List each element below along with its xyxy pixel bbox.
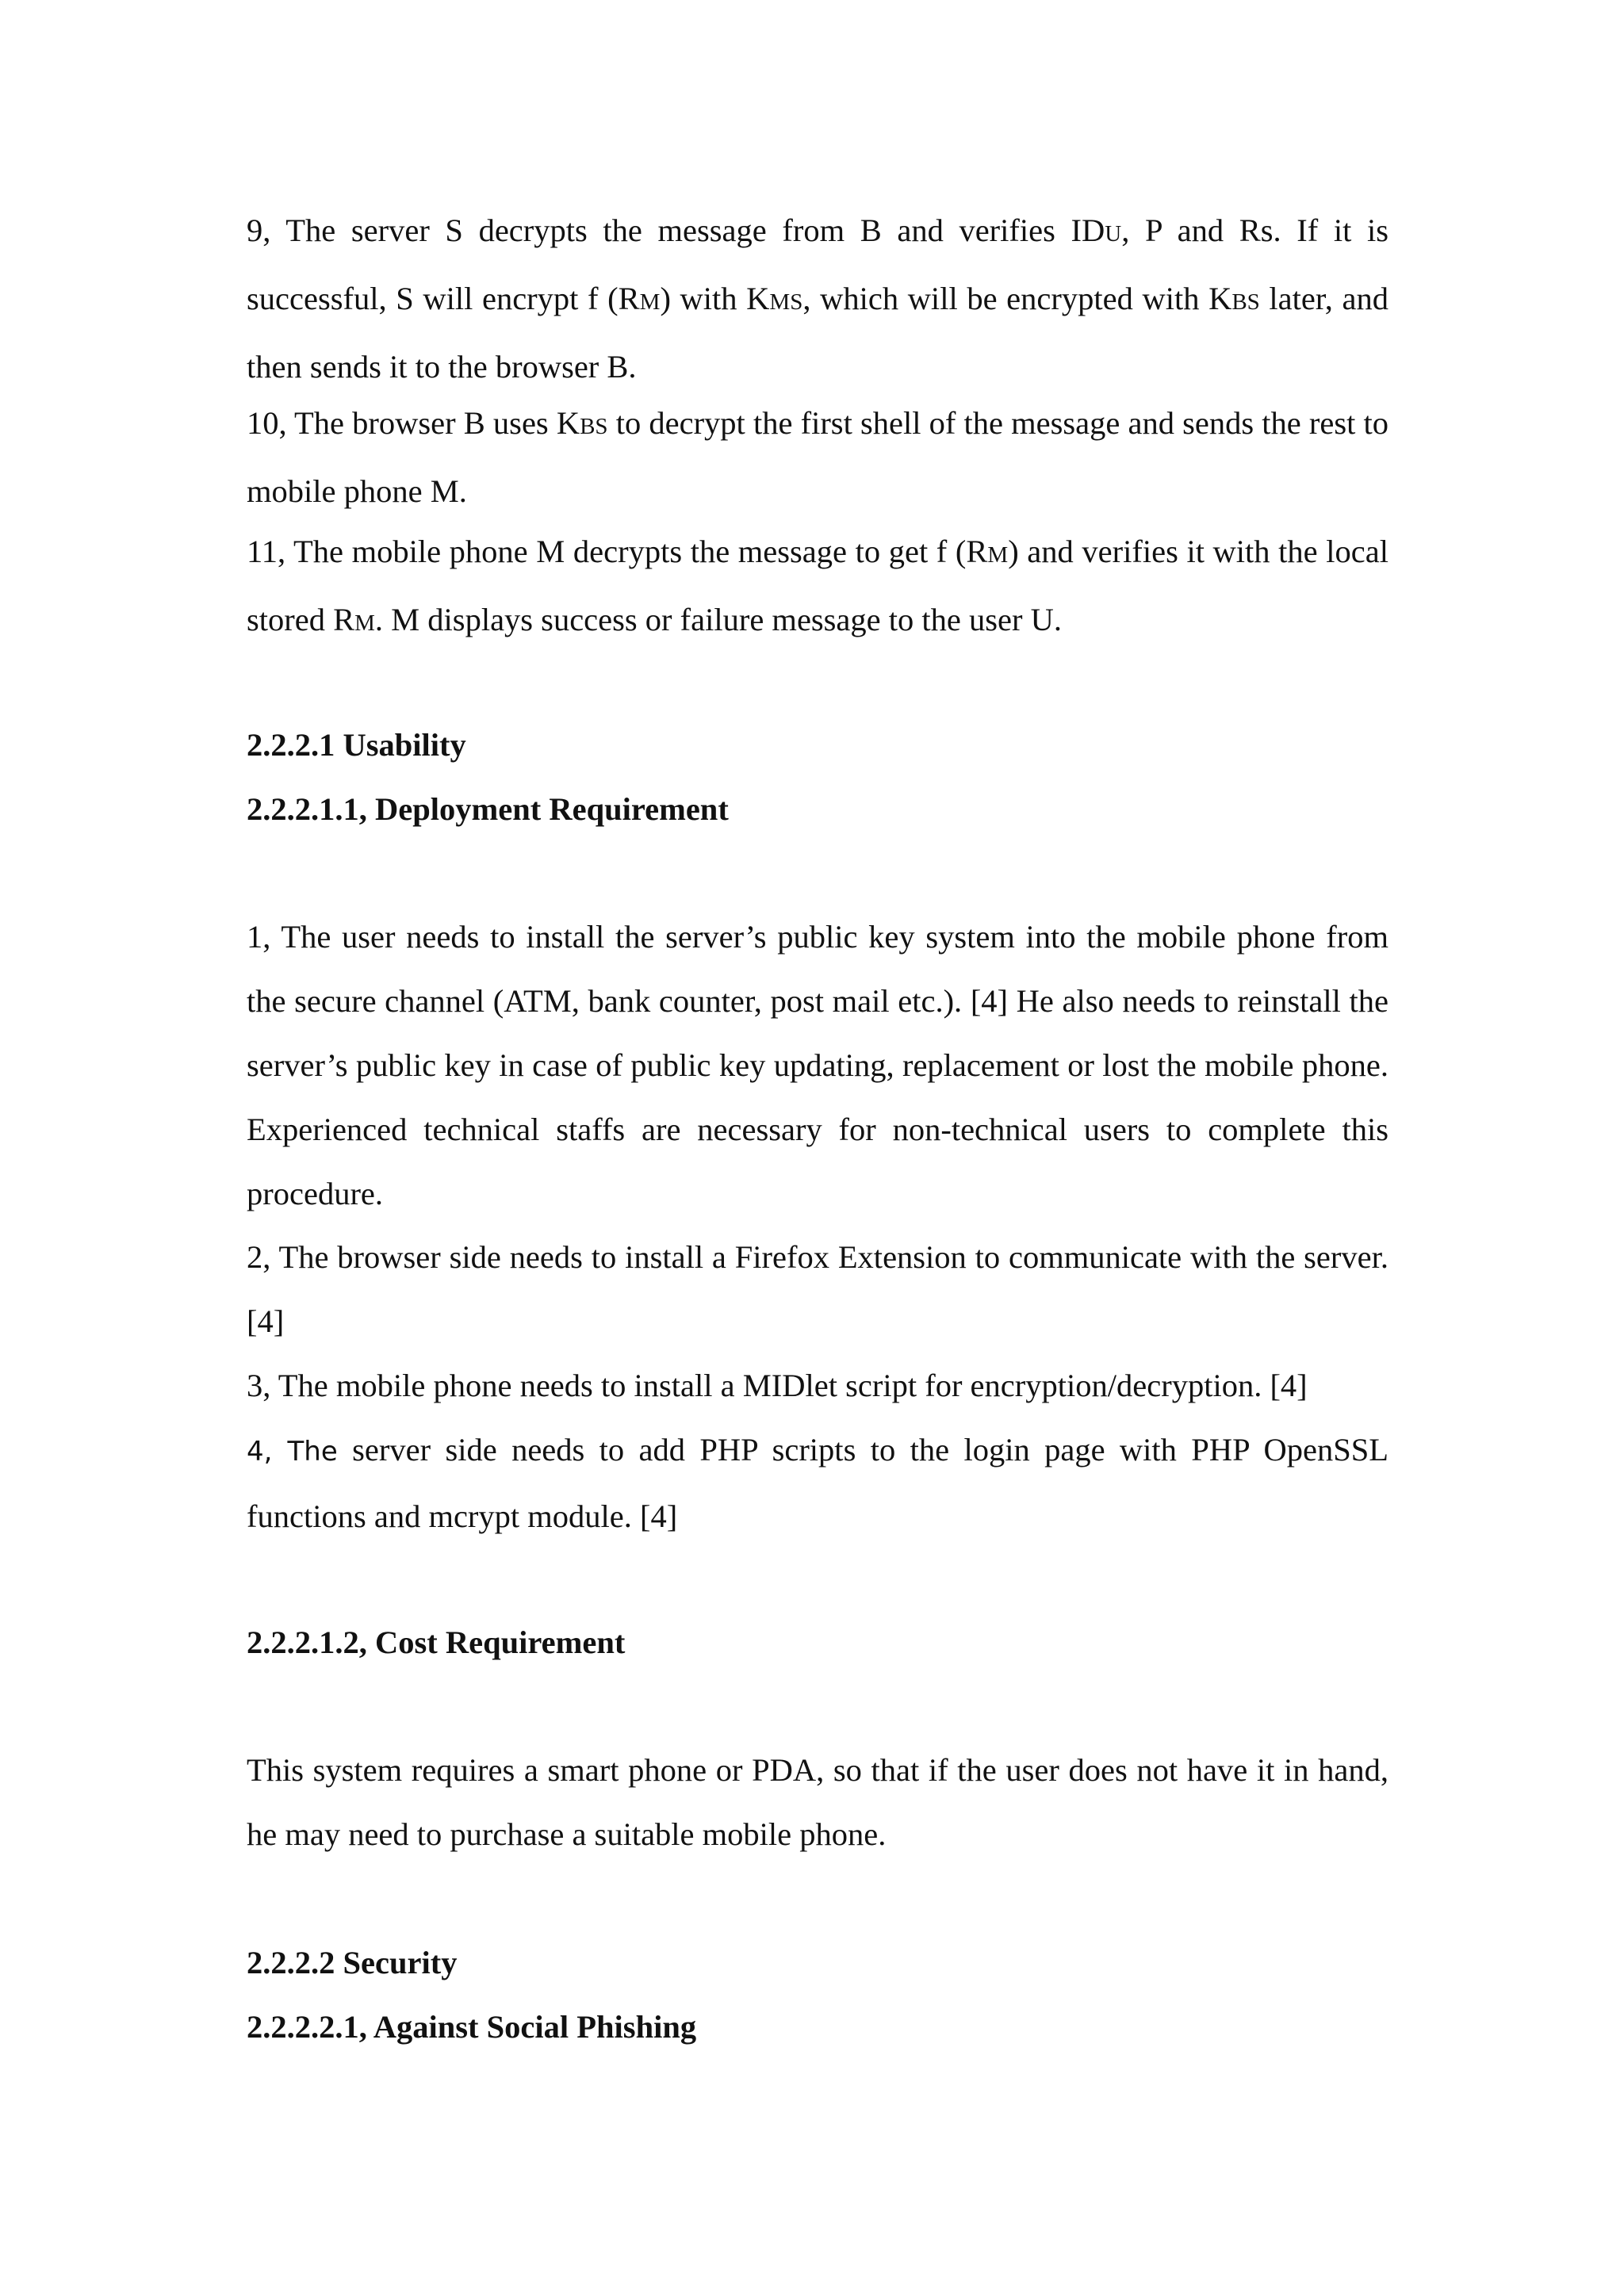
deployment-item-2: 2, The browser side needs to install a Firefox Extension to communicate with the server. [4] bbox=[247, 1239, 1388, 1339]
step-9-paragraph: 9, The server S decrypts the message from B and verifies IDU, P and Rs. If it is successful, S will encrypt f (RM) with KMS, which will be encrypted with KBS later, and then sends it to the browser B. bbox=[247, 212, 1389, 385]
deployment-item-3: 3, The mobile phone needs to install a MIDlet script for encryption/decryption. [4] bbox=[247, 1368, 1308, 1403]
heading-security: 2.2.2.2 Security bbox=[247, 1945, 458, 1980]
deployment-item-1: 1, The user needs to install the server’s public key system into the mobile phone from the secure channel (ATM, bank counter, post mail etc.). [4] He also needs to reinstall the server’s public key in case of public key updating, replacement or lost the mobile phone. Experienced technical staffs are necessary for non-technical users to complete this procedure. bbox=[247, 919, 1388, 1211]
deployment-item-4: 4, The server side needs to add PHP scripts to the login page with PHP OpenSSL functions and mcrypt module. [4] bbox=[247, 1432, 1388, 1534]
heading-deployment-requirement: 2.2.2.1.1, Deployment Requirement bbox=[247, 791, 729, 827]
heading-cost-requirement: 2.2.2.1.2, Cost Requirement bbox=[247, 1624, 626, 1660]
step-10-paragraph: 10, The browser B uses KBS to decrypt the first shell of the message and sends the rest to mobile phone M. bbox=[247, 405, 1389, 509]
heading-against-social-phishing: 2.2.2.2.1, Against Social Phishing bbox=[247, 2009, 697, 2045]
heading-usability: 2.2.2.1 Usability bbox=[247, 727, 466, 763]
step-11-paragraph: 11, The mobile phone M decrypts the message to get f (RM) and verifies it with the local stored RM. M displays success or failure message to the user U. bbox=[247, 534, 1388, 637]
cost-paragraph: This system requires a smart phone or PDA, so that if the user does not have it in hand, he may need to purchase a suitable mobile phone. bbox=[247, 1752, 1388, 1852]
